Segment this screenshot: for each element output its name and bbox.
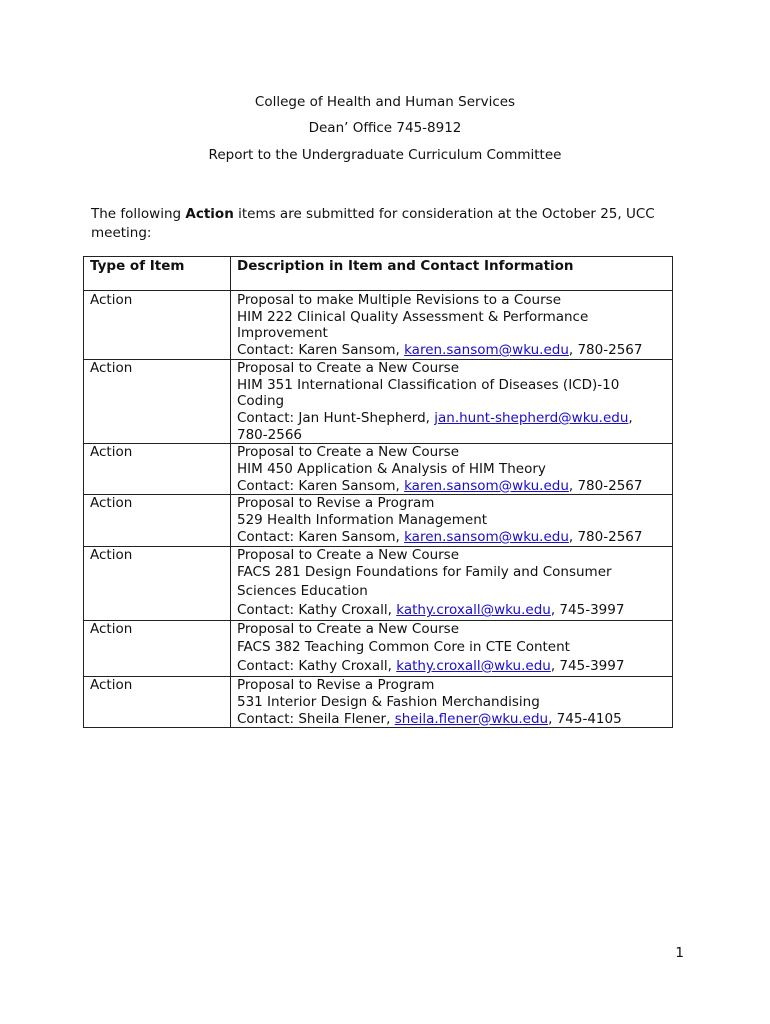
contact-suffix: , 745-3997 (550, 602, 625, 619)
proposal-text: Proposal to Create a New Course (237, 359, 460, 376)
proposal-text: Proposal to Create a New Course (237, 621, 460, 638)
table-row (84, 291, 673, 360)
item-description-cell (231, 495, 673, 546)
item-type-cell (84, 677, 231, 728)
item-type-cell (84, 546, 231, 621)
email-link[interactable]: sheila.flener@wku.edu (394, 710, 549, 727)
table-header-row (84, 257, 673, 291)
item-type-cell (84, 359, 231, 444)
table-row (84, 621, 673, 677)
email-link[interactable]: kathy.croxall@wku.edu (396, 602, 551, 619)
proposal-text: Proposal to Revise a Program (237, 495, 435, 512)
contact-suffix: , (628, 409, 633, 426)
contact-prefix: Contact: Sheila Flener, (237, 710, 395, 727)
header-report-title: Report to the Undergraduate Curriculum Committee (208, 147, 562, 163)
item-description-cell (231, 677, 673, 728)
item-type: Action (90, 359, 133, 376)
contact-line (237, 478, 666, 495)
contact-line (237, 601, 666, 620)
contact-line (237, 342, 666, 359)
contact-line (237, 711, 666, 728)
email-link[interactable]: karen.sansom@wku.edu (404, 477, 569, 494)
table-row (84, 546, 673, 621)
item-type: Action (90, 621, 133, 638)
item-description-cell (231, 359, 673, 444)
table-row (84, 677, 673, 728)
email-link[interactable]: kathy.croxall@wku.edu (396, 657, 551, 674)
email-link[interactable]: karen.sansom@wku.edu (404, 342, 569, 359)
item-type: Action (90, 292, 133, 308)
page-number: 1 (675, 945, 684, 961)
contact-prefix: Contact: Karen Sansom, (237, 528, 405, 545)
contact-prefix: Contact: Jan Hunt-Shepherd, (237, 409, 435, 426)
action-items-table (83, 256, 673, 728)
item-description-cell (231, 291, 673, 360)
item-type: Action (90, 677, 133, 694)
proposal-text: Proposal to Revise a Program (237, 677, 435, 694)
contact-suffix: , 745-3997 (550, 657, 625, 674)
item-type-cell (84, 291, 231, 360)
header-description: Description in Item and Contact Information (231, 257, 673, 291)
item-title-line: 529 Health Information Management (237, 512, 488, 529)
item-type-cell (84, 495, 231, 546)
contact-line (237, 657, 666, 676)
item-type-cell (84, 444, 231, 495)
contact-suffix: , 780-2567 (568, 342, 643, 359)
email-link[interactable]: karen.sansom@wku.edu (404, 528, 569, 545)
item-title-line: Coding (237, 393, 285, 410)
item-title-line: Improvement (237, 325, 328, 342)
proposal-text: Proposal to Create a New Course (237, 444, 460, 461)
contact-prefix: Contact: Karen Sansom, (237, 342, 405, 359)
item-type: Action (90, 546, 133, 563)
header-dean-office: Dean’ Office 745-8912 (308, 120, 462, 136)
item-type-cell (84, 621, 231, 677)
table-row (84, 495, 673, 546)
item-title-line: FACS 281 Design Foundations for Family and Consumer (237, 564, 612, 581)
intro-suffix: items are submitted for consideration at the October 25, UCC meeting: (91, 206, 655, 241)
contact-line (237, 529, 666, 546)
header-type-of-item: Type of Item (84, 257, 231, 291)
header-college: College of Health and Human Services (254, 94, 516, 110)
item-title-line: HIM 450 Application & Analysis of HIM Theory (237, 461, 546, 478)
item-type: Action (90, 495, 133, 512)
table-row (84, 359, 673, 444)
proposal-text: Proposal to Create a New Course (237, 546, 460, 563)
contact-prefix: Contact: Karen Sansom, (237, 477, 405, 494)
item-description-cell (231, 546, 673, 621)
contact-line (237, 410, 666, 427)
item-type: Action (90, 444, 133, 461)
contact-suffix: , 780-2567 (568, 477, 643, 494)
item-title-line: HIM 222 Clinical Quality Assessment & Performance (237, 308, 589, 325)
item-title-line: 531 Interior Design & Fashion Merchandising (237, 693, 540, 710)
contact-phone-line: 780-2566 (237, 426, 302, 443)
proposal-text: Proposal to make Multiple Revisions to a Course (237, 292, 561, 308)
contact-suffix: , 745-4105 (548, 710, 622, 727)
email-link[interactable]: jan.hunt-shepherd@wku.edu (434, 409, 629, 426)
intro-emphasis: Action (185, 206, 234, 222)
item-title-line: FACS 382 Teaching Common Core in CTE Content (237, 638, 570, 655)
contact-prefix: Contact: Kathy Croxall, (237, 657, 397, 674)
item-title-line: HIM 351 International Classification of Diseases (ICD)-10 (237, 376, 620, 393)
item-description-cell (231, 444, 673, 495)
item-description-cell (231, 621, 673, 677)
contact-suffix: , 780-2567 (568, 528, 643, 545)
item-title-line: Sciences Education (237, 583, 368, 600)
intro-paragraph (91, 205, 681, 243)
table-row (84, 444, 673, 495)
contact-prefix: Contact: Kathy Croxall, (237, 602, 397, 619)
intro-prefix: The following (91, 206, 186, 222)
